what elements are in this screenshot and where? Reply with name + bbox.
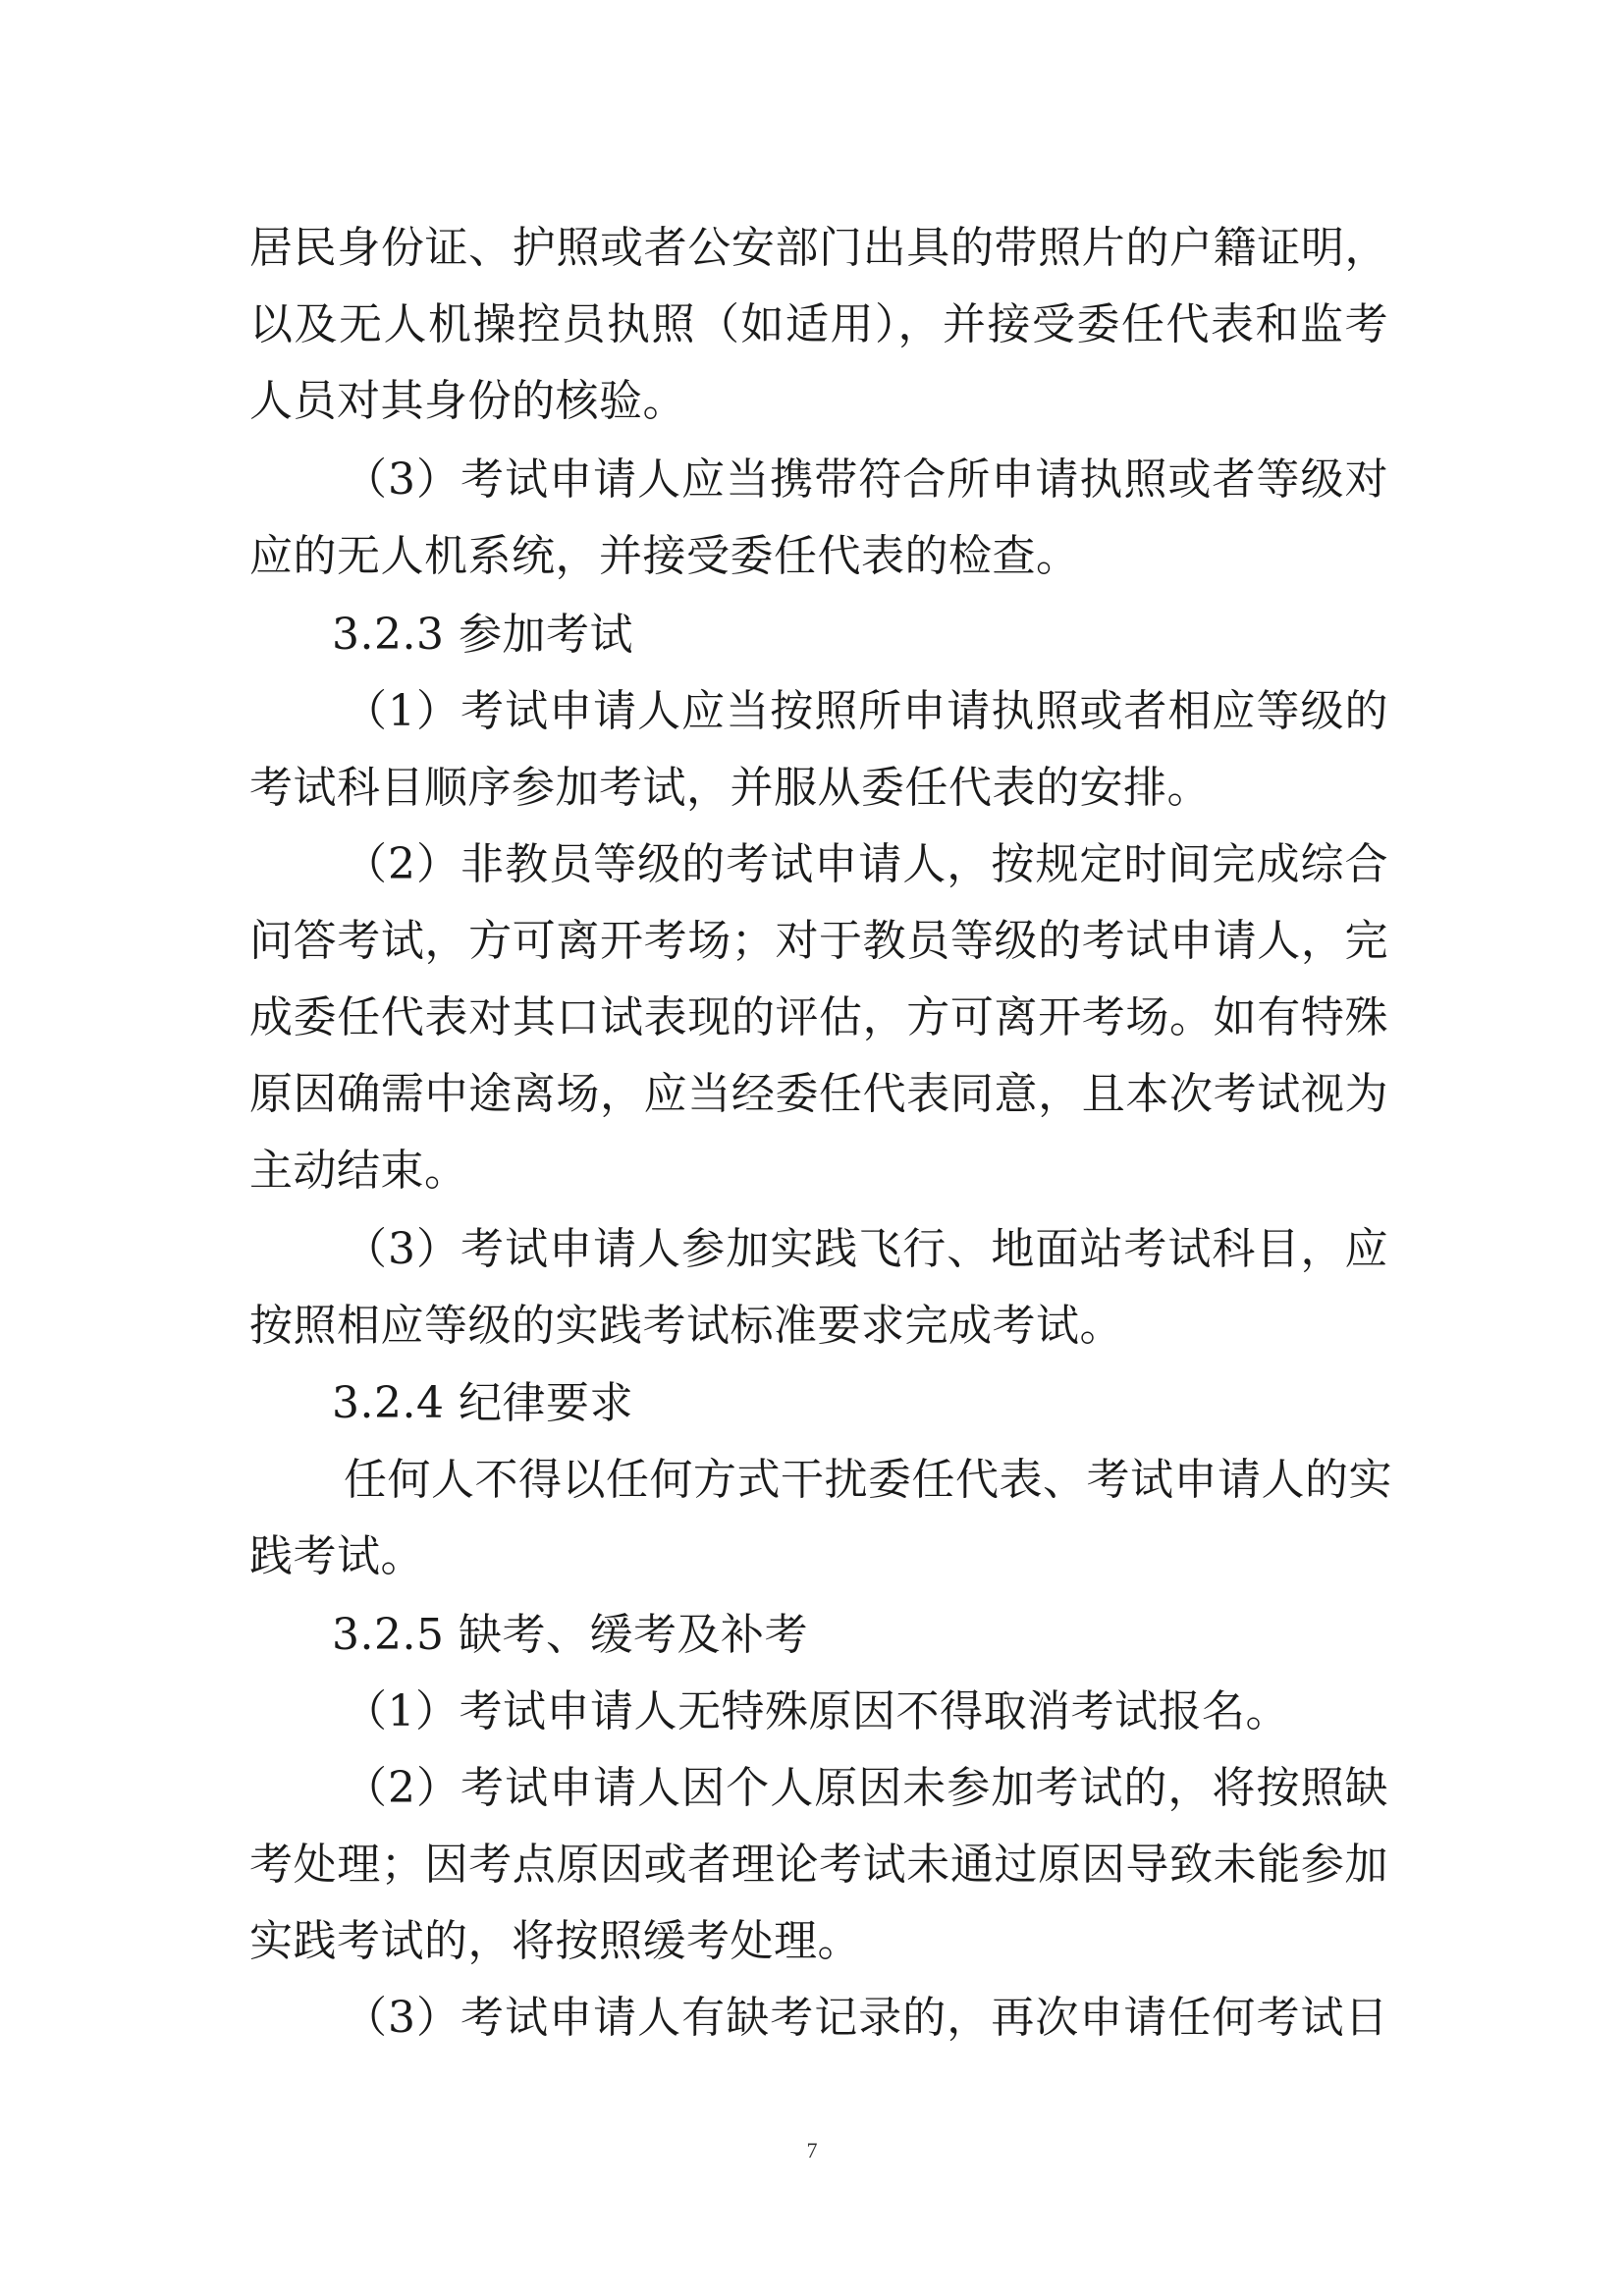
text-line: 原因确需中途离场，应当经委任代表同意，且本次考试视为: [249, 1069, 1388, 1119]
paragraph-first-line: （3）考试申请人参加实践飞行、地面站考试科目，应: [344, 1224, 1388, 1274]
text-line: 实践考试的，将按照缓考处理。: [249, 1916, 861, 1966]
paragraph-first-line: （1）考试申请人应当按照所申请执照或者相应等级的: [344, 686, 1388, 736]
section-heading-3-2-5: 3.2.5 缺考、缓考及补考: [332, 1610, 808, 1660]
paragraph-first-line: （2）考试申请人因个人原因未参加考试的，将按照缺: [344, 1763, 1388, 1813]
text-line: 人员对其身份的核验。: [249, 376, 686, 426]
text-line: 问答考试，方可离开考场；对于教员等级的考试申请人，完: [249, 916, 1388, 966]
text-line: 主动结束。: [249, 1146, 468, 1196]
paragraph-first-line: （1）考试申请人无特殊原因不得取消考试报名。: [344, 1686, 1289, 1736]
section-heading-3-2-4: 3.2.4 纪律要求: [332, 1378, 633, 1428]
text-line: 应的无人机系统，并接受委任代表的检查。: [249, 531, 1080, 581]
text-line: 考处理；因考点原因或者理论考试未通过原因导致未能参加: [249, 1840, 1388, 1890]
text-line: 成委任代表对其口试表现的评估，方可离开考场。如有特殊: [249, 992, 1388, 1042]
paragraph-first-line: （3）考试申请人应当携带符合所申请执照或者等级对: [344, 454, 1388, 505]
paragraph-first-line: （2）非教员等级的考试申请人，按规定时间完成综合: [344, 839, 1388, 889]
paragraph-first-line: 任何人不得以任何方式干扰委任代表、考试申请人的实: [344, 1455, 1392, 1505]
text-line: 居民身份证、护照或者公安部门出具的带照片的户籍证明，: [249, 223, 1388, 273]
text-line: 考试科目顺序参加考试，并服从委任代表的安排。: [249, 763, 1211, 813]
text-line: 按照相应等级的实践考试标准要求完成考试。: [249, 1301, 1123, 1351]
section-heading-3-2-3: 3.2.3 参加考试: [332, 610, 633, 660]
text-line: 以及无人机操控员执照（如适用），并接受委任代表和监考: [249, 299, 1388, 349]
text-line: 践考试。: [249, 1531, 424, 1581]
page-number: 7: [806, 2138, 818, 2163]
paragraph-first-line: （3）考试申请人有缺考记录的，再次申请任何考试日: [344, 1993, 1388, 2043]
